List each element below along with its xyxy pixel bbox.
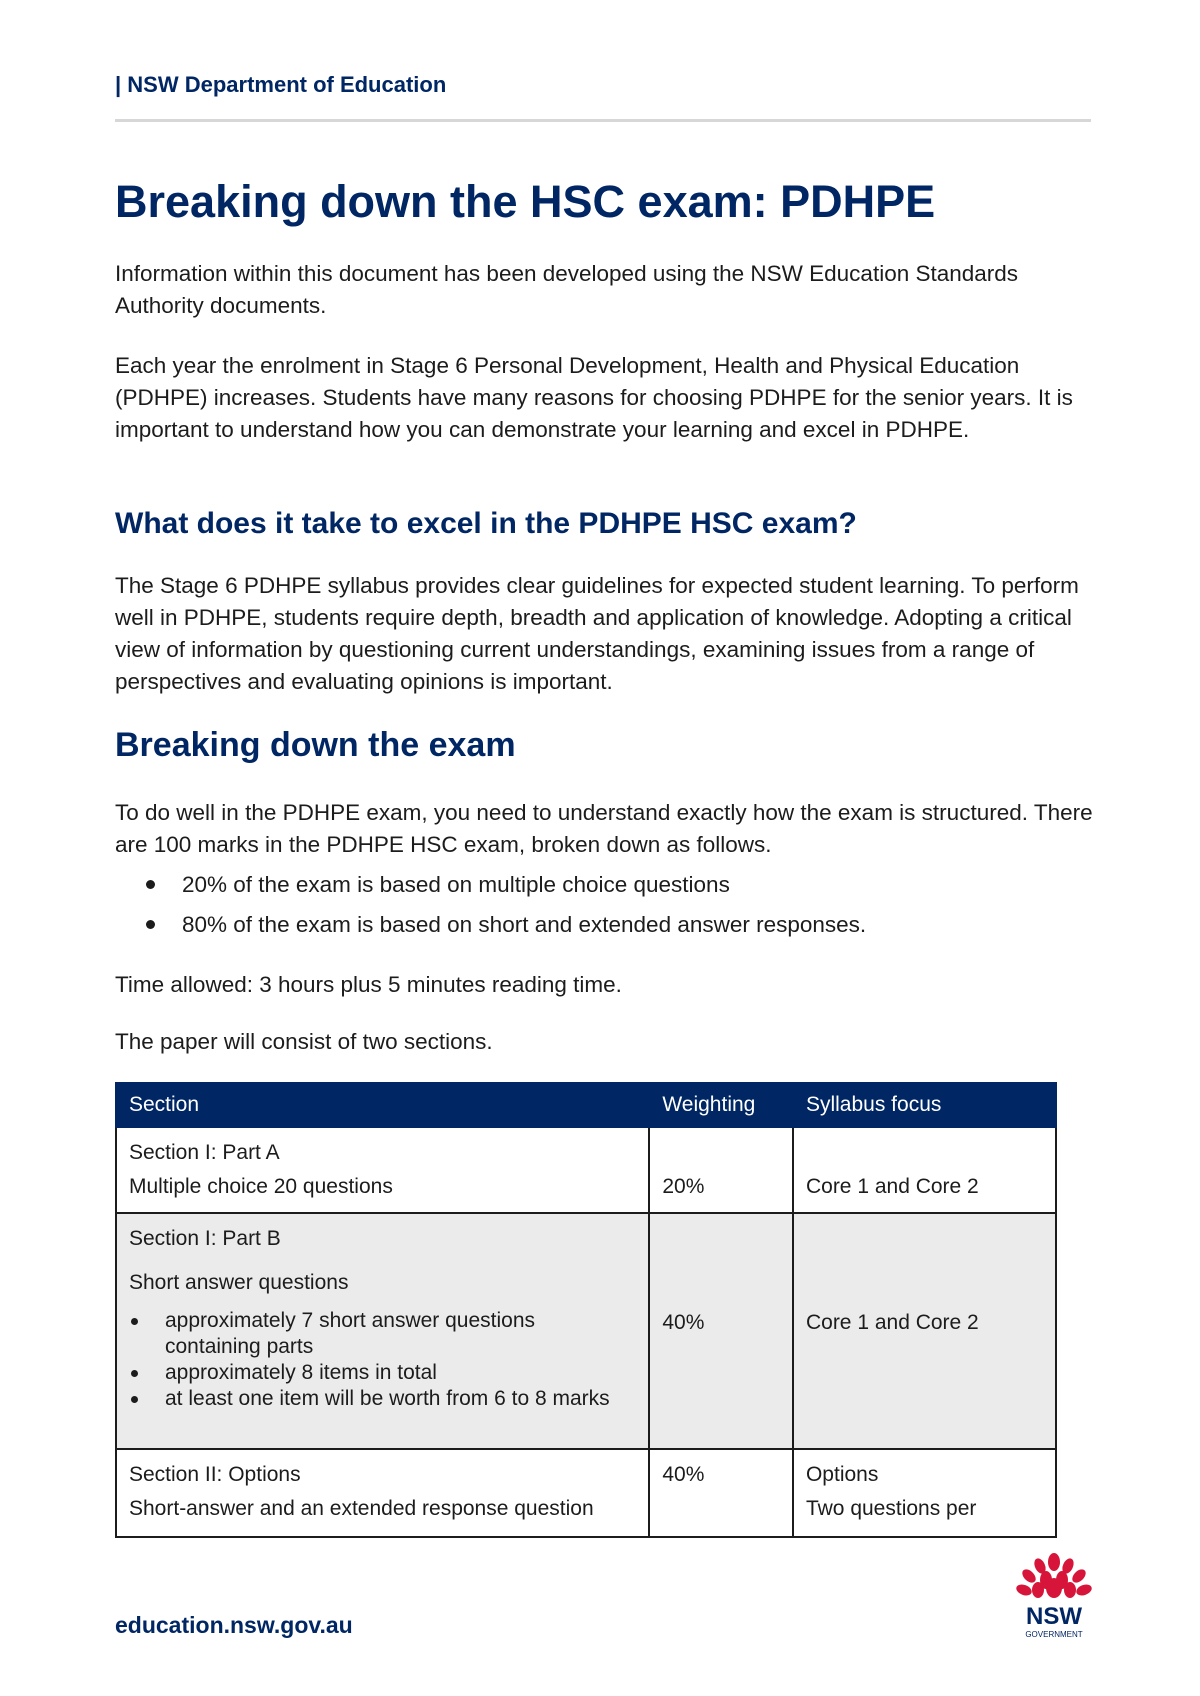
bullet-icon xyxy=(146,880,155,889)
section-title: Section I: Part B xyxy=(129,1227,281,1250)
time-allowed: Time allowed: 3 hours plus 5 minutes reading time. xyxy=(115,972,622,997)
section-cell xyxy=(116,1213,649,1449)
question-details-list xyxy=(129,1308,636,1412)
mark-breakdown-list xyxy=(143,870,866,950)
weighting-cell: 20% xyxy=(649,1127,793,1213)
bullet-icon xyxy=(146,920,155,929)
svg-text:NSW: NSW xyxy=(1026,1603,1082,1630)
weighting-cell: 40% xyxy=(649,1213,793,1449)
exam-structure-paragraph: To do well in the PDHPE exam, you need to understand exactly how the exam is structured. There are 100 marks in the PDHPE HSC exam, broken down as follows. xyxy=(115,800,1093,857)
header-weighting: Weighting xyxy=(649,1083,793,1127)
nsw-government-logo-icon xyxy=(1013,1552,1095,1642)
table-row xyxy=(116,1213,1056,1449)
list-item: approximately 7 short answer questions containing parts xyxy=(129,1308,636,1360)
list-item: 20% of the exam is based on multiple choice questions xyxy=(143,870,866,910)
section-subtitle: Short-answer and an extended response question xyxy=(129,1497,594,1520)
header-divider xyxy=(115,119,1091,122)
list-item: approximately 8 items in total xyxy=(129,1360,636,1386)
sections-note: The paper will consist of two sections. xyxy=(115,1029,493,1054)
section-cell xyxy=(116,1127,649,1213)
page-title: Breaking down the HSC exam: PDHPE xyxy=(115,176,936,227)
intro-paragraph-2: Each year the enrolment in Stage 6 Personal Development, Health and Physical Education (PDHPE) increases. Students have many reasons for choosing PDHPE for the senior years. It is important to understand how you can demonstrate your learning and excel in PDHPE. xyxy=(115,353,1073,442)
bullet-icon xyxy=(131,1370,138,1377)
header-syllabus-focus: Syllabus focus xyxy=(793,1083,1056,1127)
list-item: 80% of the exam is based on short and extended answer responses. xyxy=(143,910,866,950)
section-subtitle: Short answer questions xyxy=(129,1271,349,1294)
bullet-icon xyxy=(131,1396,138,1403)
list-item: at least one item will be worth from 6 to 8 marks xyxy=(129,1386,636,1412)
table-header-row xyxy=(116,1083,1056,1127)
heading-excel: What does it take to excel in the PDHPE HSC exam? xyxy=(115,507,857,540)
department-header: | NSW Department of Education xyxy=(115,72,447,97)
section-title: Section II: Options xyxy=(129,1463,301,1486)
section-cell xyxy=(116,1449,649,1537)
exam-structure-table xyxy=(115,1082,1057,1538)
svg-text:GOVERNMENT: GOVERNMENT xyxy=(1025,1630,1083,1639)
excel-paragraph: The Stage 6 PDHPE syllabus provides clear guidelines for expected student learning. To perform well in PDHPE, students require depth, breadth and application of knowledge. Adopting a critical view of information by questioning current understandings, examining issues from a range of perspectives and evaluating opinions is important. xyxy=(115,573,1079,694)
focus-cell: Options Two questions per xyxy=(793,1449,1056,1537)
bullet-icon xyxy=(131,1318,138,1325)
weighting-cell: 40% xyxy=(649,1449,793,1537)
intro-paragraph-1: Information within this document has been developed using the NSW Education Standards Authority documents. xyxy=(115,261,1019,318)
focus-cell: Core 1 and Core 2 xyxy=(793,1213,1056,1449)
table-row xyxy=(116,1449,1056,1537)
focus-cell: Core 1 and Core 2 xyxy=(793,1127,1056,1213)
heading-breaking-down: Breaking down the exam xyxy=(115,726,516,764)
section-title: Section I: Part A xyxy=(129,1141,280,1164)
table-row xyxy=(116,1127,1056,1213)
section-subtitle: Multiple choice 20 questions xyxy=(129,1175,393,1198)
header-section: Section xyxy=(116,1083,649,1127)
footer-website-link[interactable]: education.nsw.gov.au xyxy=(115,1612,353,1638)
